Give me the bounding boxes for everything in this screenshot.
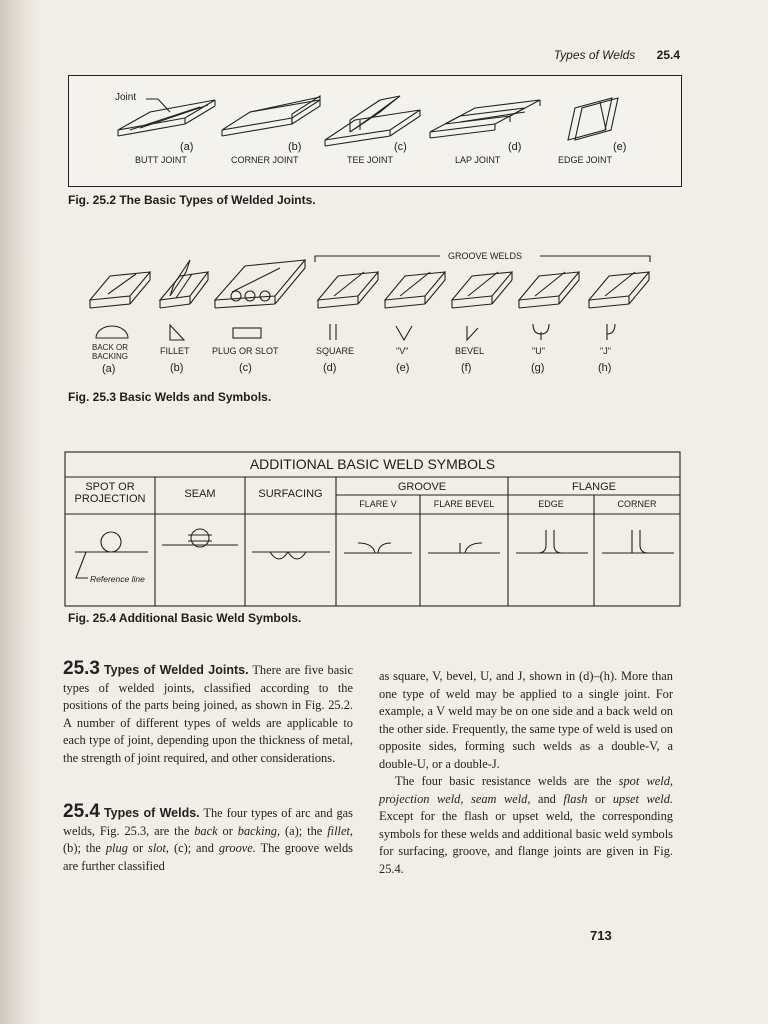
table-title: ADDITIONAL BASIC WELD SYMBOLS [249,456,496,472]
corner-joint-letter: (b) [288,141,302,153]
section-25-4-title: Types of Welds. [103,806,200,820]
section-25-3-paragraph [63,660,353,767]
header-flare-v: FLARE V [359,499,397,509]
butt-joint-label: BUTT JOINT [135,155,187,165]
right-column [379,668,673,878]
right-and: and [530,791,564,806]
flare-bevel-symbol [428,543,500,553]
term-back: back [194,823,218,838]
fig-25-4-caption: Fig. 25.4 Additional Basic Weld Symbols. [68,611,302,625]
section-25-4-text-3: (b); the [63,841,106,855]
term-plug: plug [105,841,128,855]
header-groove: GROOVE [397,481,447,493]
weld-e-letter: (e) [396,362,410,374]
right-paragraph-2-a: The four basic resistance welds are the [395,774,619,788]
header-edge: EDGE [538,499,564,509]
lap-joint-letter: (d) [508,141,522,153]
term-backing: backing, [237,823,281,838]
surfacing-symbol [252,552,330,559]
weld-c-label: PLUG OR SLOT [212,346,279,356]
term-seam-weld: seam weld, [471,791,531,806]
header-flange: FLANGE [571,481,616,493]
section-25-4-text-1: The four types of arc and gas welds, Fig. 25.3, are the [63,806,353,838]
term-spot-weld: spot weld, [618,774,673,788]
fig-25-2-caption: Fig. 25.2 The Basic Types of Welded Joints. [68,193,316,207]
weld-g-letter: (g) [531,362,545,374]
page-number: 713 [590,928,612,943]
groove-welds-label: GROOVE WELDS [448,251,523,261]
section-25-3-text: There are five basic types of welded joints, classified according to the positions of the parts being joined, as shown in Fig. 25.2. A number of different types of welds are applicable to each type of joint, depending upon the thickness of metal, the strength of joint required, and other considerations. [63,663,353,765]
section-25-3-title: Types of Welded Joints. [103,663,249,677]
section-25-4-text-5: The groove welds are further classified [63,841,353,873]
term-fillet: fillet, [327,823,353,838]
reference-line-label: Reference line [90,574,145,584]
tee-joint-letter: (c) [394,141,407,153]
term-groove: groove. [218,841,256,855]
right-paragraph-1: as square, V, bevel, U, and J, shown in (d)–(h). More than one type of weld may be applied to a single joint. For example, a V weld may be on one side and a back weld on the other side. Frequently, the same type of weld is used on opposite sides, forming such welds as a double-V, a double-U, or a double-J. [379,669,673,771]
term-upset-weld: upset weld. [612,791,673,806]
weld-b-letter: (b) [170,362,184,374]
header-seam: SEAM [184,488,216,500]
edge-flange-symbol [516,530,588,553]
weld-e-label: "V" [396,346,409,356]
weld-a-letter: (a) [102,363,116,375]
joint-pointer-label: Joint [115,92,137,103]
section-25-4-number: 25.4 [63,801,100,822]
tee-joint-label: TEE JOINT [347,155,394,165]
weld-f-letter: (f) [461,362,472,374]
spot-symbol [75,532,148,578]
weld-d-letter: (d) [323,362,337,374]
term-slot: slot, [148,841,170,855]
section-25-4-text-4: (c); and [169,841,219,855]
section-25-4-or: or [217,823,238,838]
header-flare-bevel: FLARE BEVEL [433,499,495,509]
corner-flange-symbol [602,530,674,553]
section-25-3-number: 25.3 [63,658,100,679]
left-column [63,660,353,875]
right-paragraph-2 [379,773,673,878]
flare-v-symbol [344,543,412,553]
term-projection-weld: projection weld, [379,791,464,806]
header-spot: SPOT OR PROJECTION [74,481,146,505]
edge-joint-letter: (e) [613,141,627,153]
section-25-4-text-2: (a); the [280,823,328,838]
lap-joint-label: LAP JOINT [455,155,501,165]
right-or: or [587,791,613,806]
weld-b-label: FILLET [160,346,190,356]
weld-a-label: BACK OR BACKING [92,343,129,361]
edge-joint-label: EDGE JOINT [558,155,613,165]
section-25-4-paragraph [63,803,353,875]
weld-h-label: "J" [600,346,611,356]
weld-g-label: "U" [532,346,545,356]
running-head-section: 25.4 [656,48,680,62]
header-surfacing: SURFACING [258,488,323,500]
weld-d-label: SQUARE [316,346,355,356]
seam-symbol [162,529,238,547]
section-25-4-or-2: or [127,841,149,855]
header-corner: CORNER [617,499,657,509]
right-paragraph-2-b: Except for the flash or upset weld, the corresponding symbols for these welds and additional basic weld symbols for surfacing, groove, and flange joints are given in Fig. 25.4. [379,809,673,876]
weld-c-letter: (c) [239,362,252,374]
butt-joint-letter: (a) [180,141,194,153]
weld-f-label: BEVEL [455,346,485,356]
term-flash: flash [563,791,588,806]
corner-joint-label: CORNER JOINT [231,155,299,165]
running-head-title: Types of Welds [553,48,636,62]
fig-25-3-caption: Fig. 25.3 Basic Welds and Symbols. [68,390,272,404]
weld-h-letter: (h) [598,362,612,374]
